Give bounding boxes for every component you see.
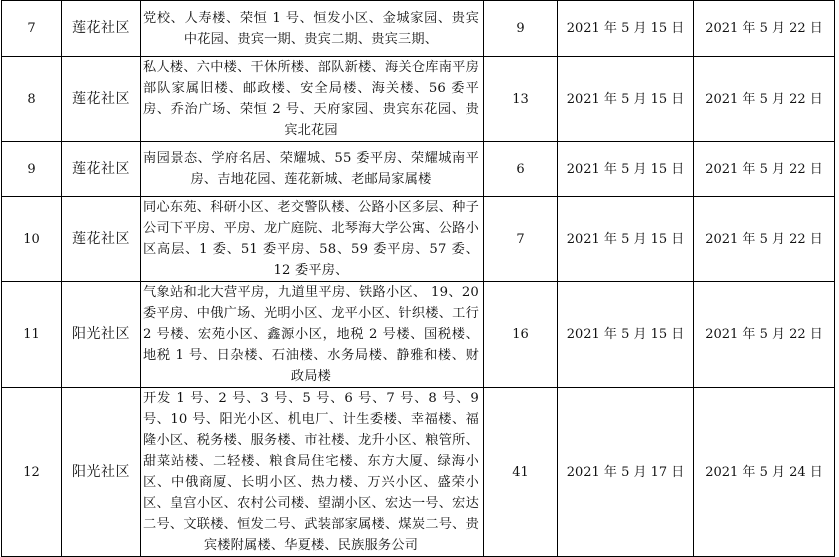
end-date: 2021 年 5 月 24 日 [694,388,835,557]
table-row [2,388,835,557]
community-name: 阳光社区 [62,388,141,557]
start-date: 2021 年 5 月 15 日 [558,142,694,197]
end-date: 2021 年 5 月 22 日 [694,142,835,197]
end-date: 2021 年 5 月 22 日 [694,1,835,57]
community-name: 莲花社区 [62,197,141,282]
area-list: 开发 1 号、2 号、3 号、5 号、6 号、7 号、8 号、9 号、10 号、阳光小区、机电厂、计生委楼、幸福楼、福隆小区、税务楼、服务楼、市社楼、龙升小区、粮管所、甜菜站楼、二轻楼、粮食局住宅楼、东方大厦、绿海小区、中俄商厦、长明小区、热力楼、万兴小区、盛荣小区、皇宫小区、农村公司楼、望湖小区、宏达一号、宏达二号、文联楼、恒发二号、武装部家属楼、煤炭二号、贵宾楼附属楼、华夏楼、民族服务公司 [141,388,484,557]
row-number: 10 [2,197,62,282]
end-date: 2021 年 5 月 22 日 [694,197,835,282]
schedule-table [1,0,835,557]
row-number: 12 [2,388,62,557]
community-name: 莲花社区 [62,142,141,197]
area-list: 党校、人寿楼、荣恒 1 号、恒发小区、金城家园、贵宾中花园、贵宾一期、贵宾二期、贵宾三期、 [141,1,484,57]
start-date: 2021 年 5 月 15 日 [558,1,694,57]
table-row [2,57,835,142]
start-date: 2021 年 5 月 15 日 [558,282,694,388]
area-list: 私人楼、六中楼、干休所楼、部队新楼、海关仓库南平房 部队家属旧楼、邮政楼、安全局楼、海关楼、56 委平房、乔治广场、荣恒 2 号、天府家园、贵宾东花园、贵宾北花园 [141,57,484,142]
building-count: 16 [484,282,558,388]
building-count: 6 [484,142,558,197]
building-count: 13 [484,57,558,142]
building-count: 7 [484,197,558,282]
end-date: 2021 年 5 月 22 日 [694,57,835,142]
end-date: 2021 年 5 月 22 日 [694,282,835,388]
area-list: 南园景态、学府名居、荣耀城、55 委平房、荣耀城南平房、吉地花园、莲花新城、老邮局家属楼 [141,142,484,197]
start-date: 2021 年 5 月 15 日 [558,57,694,142]
table-row [2,1,835,57]
row-number: 11 [2,282,62,388]
building-count: 9 [484,1,558,57]
row-number: 8 [2,57,62,142]
community-name: 莲花社区 [62,1,141,57]
table-row [2,142,835,197]
area-list: 气象站和北大营平房，九道里平房、铁路小区、 19、20 委平房、中俄广场、光明小区、龙平小区、针织楼、工行 2 号楼、宏苑小区、鑫源小区，地税 2 号楼、国税楼、地税 1 号、日杂楼、石油楼、水务局楼、静雅和楼、财政局楼 [141,282,484,388]
start-date: 2021 年 5 月 17 日 [558,388,694,557]
community-name: 阳光社区 [62,282,141,388]
community-name: 莲花社区 [62,57,141,142]
area-list: 同心东苑、科研小区、老交警队楼、公路小区多层、种子公司下平房、平房、龙广庭院、北琴海大学公寓、公路小区高层、1 委、51 委平房、58、59 委平房、57 委、12 委平房、 [141,197,484,282]
table-row [2,197,835,282]
building-count: 41 [484,388,558,557]
row-number: 9 [2,142,62,197]
table-row [2,282,835,388]
row-number: 7 [2,1,62,57]
start-date: 2021 年 5 月 15 日 [558,197,694,282]
